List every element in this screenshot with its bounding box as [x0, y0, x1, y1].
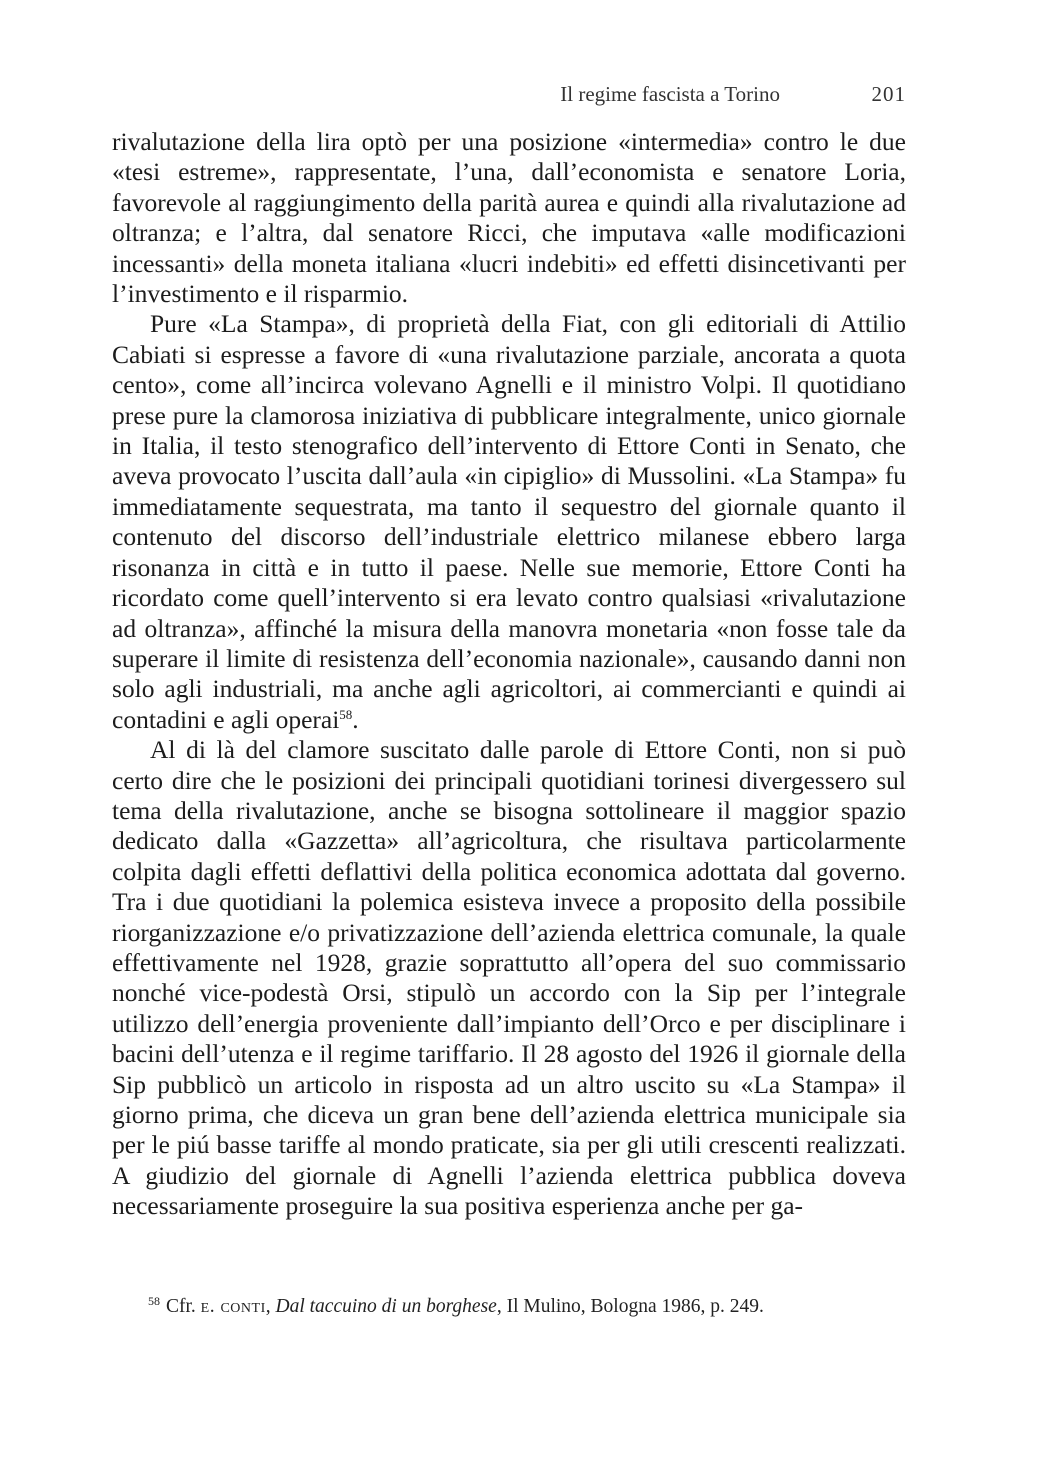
paragraph-2-end: .	[352, 704, 359, 734]
paragraph-1	[112, 127, 906, 309]
footnote-title: Dal taccuino di un borghese	[275, 1296, 497, 1317]
body-text	[112, 127, 906, 1222]
footnote-reference[interactable]: 58	[339, 706, 353, 722]
paragraph-3-text: Al di là del clamore suscitato dalle parole di Ettore Conti, non si può certo dire che le posizioni dei principali quotidiani torinesi divergessero sul tema della rivalutazione, anche se bisogna sottolineare il maggior spazio dedicato dalla «Gazzetta» all’agricoltura, che risultava particolarmente colpita dagli effetti deflattivi della politica economica adottata dal governo. Tra i due quotidiani la polemica esisteva invece a proposito della possibile riorganizzazione e/o privatizzazione dell’azienda elettrica comunale, la quale effettivamente nel 1928, grazie soprattutto all’opera del suo commissario nonché vice-podestà Orsi, stipulò un accordo con la Sip per l’integrale utilizzo dell’energia proveniente dall’impianto dell’Orco e per disciplinare i bacini dell’utenza e il regime tariffario. Il 28 agosto del 1926 il giornale della Sip pubblicò un articolo in risposta ad un altro uscito su «La Stampa» il giorno prima, che diceva un gran bene dell’azienda elettrica municipale sia per le piú basse tariffe al mondo praticate, sia per gli utili crescenti realizzati. A giudizio del giornale di Agnelli l’azienda elettrica pubblica doveva necessariamente proseguire la sua positiva esperienza anche per ga-	[112, 735, 906, 1221]
footnote-prefix: Cfr.	[166, 1296, 196, 1317]
running-title: Il regime fascista a Torino	[560, 82, 780, 106]
footnote-author: e. conti	[200, 1296, 266, 1317]
footnote-publication: , Il Mulino, Bologna 1986, p. 249.	[496, 1296, 764, 1317]
paragraph-2-text: Pure «La Stampa», di proprietà della Fiat, con gli editoriali di Attilio Cabiati si espresse a favore di «una rivalutazione parziale, ancorata a quota cento», come all’incirca volevano Agnelli e il ministro Volpi. Il quotidiano prese pure la clamorosa iniziativa di pubblicare integralmente, unico giornale in Italia, il testo stenografico dell’intervento di Ettore Conti in Senato, che aveva provocato l’uscita dall’aula «in cipiglio» di Mussolini. «La Stampa» fu immediatamente sequestrata, ma tanto il sequestro del giornale quanto il contenuto del discorso dell’industriale elettrico milanese ebbero larga risonanza in città e in tutto il paese. Nelle sue memorie, Ettore Conti ha ricordato come quell’intervento si era levato contro qualsiasi «rivalutazione ad oltranza», affinché la misura della manovra monetaria «non fosse tale da superare il limite di resistenza dell’economia nazionale», causando danni non solo agli industriali, ma anche agli agricoltori, ai commercianti e quindi ai contadini e agli operai	[112, 309, 906, 734]
paragraph-3	[112, 735, 906, 1222]
page-number: 201	[871, 82, 906, 106]
running-head	[112, 82, 906, 112]
footnote: $^{58}$ Cfr. e. conti, Dal taccuino di un borghese, Il Mulino, Bologna 1986, p. 249.	[148, 1294, 764, 1317]
paragraph-2	[112, 309, 906, 735]
paragraph-1-text: rivalutazione della lira optò per una posizione «intermedia» contro le due «tesi estreme», rappresentate, l’una, dall’economista e senatore Loria, favorevole al raggiungimento della parità aurea e quindi alla rivalutazione ad oltranza; e l’altra, dal senatore Ricci, che imputava «alle modificazioni incessanti» della moneta italiana «lucri indebiti» ed effetti disincetivanti per l’investimento e il risparmio.	[112, 127, 906, 309]
footnote-number: 58	[148, 1294, 160, 1308]
